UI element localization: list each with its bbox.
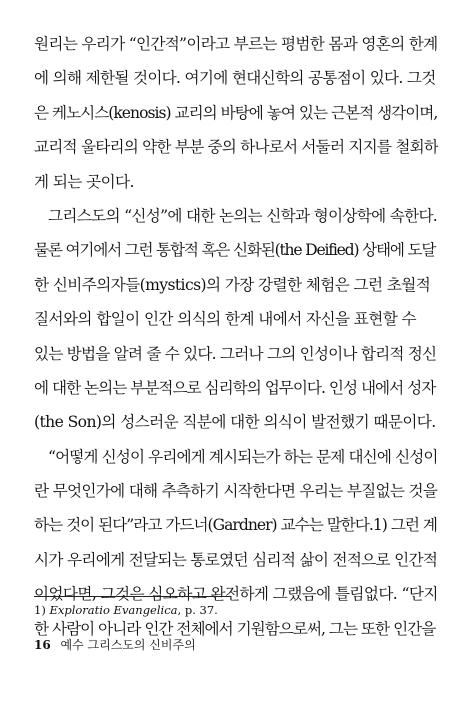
text-line: 원리는 우리가 “인간적”이라고 부르는 평범한 몸과 영혼의 한계	[34, 35, 438, 53]
footnote-marker: 1)	[34, 603, 46, 617]
text-line: 이었다면, 그것은 심오하고 완전하게 그랬음에 틀림없다. “단지	[34, 585, 438, 604]
text-line: 교리적 울타리의 약한 부분 중의 하나로서 서둘러 지지를 철회하	[34, 138, 438, 157]
text-line: “어떻게 신성이 우리에게 계시되는가 하는 문제 대신에 신성이	[48, 447, 438, 466]
running-footer	[34, 636, 438, 654]
footnote	[34, 602, 438, 618]
text-line: 에 의해 제한될 것이다. 여기에 현대신학의 공통점이 있다. 그것	[34, 69, 436, 88]
text-line: 물론 여기에서 그런 통합적 혹은 신화된(the Deified) 상태에 도달	[34, 241, 436, 260]
text-line: 한 신비주의자들(mystics)의 가장 강렬한 체험은 그런 초월적	[34, 275, 431, 294]
text-line: 은 케노시스(kenosis) 교리의 바탕에 놓여 있는 근본적 생각이며,	[34, 103, 438, 122]
text-line: 질서와의 합일이 인간 의식의 한계 내에서 자신을 표현할 수	[34, 310, 416, 329]
text-line: 한 사람이 아니라 인간 전체에서 기원함으로써, 그는 또한 인간을	[34, 619, 436, 638]
footnote-divider	[34, 596, 230, 597]
footnote-page-ref: , p. 37.	[177, 603, 218, 617]
text-line: 하는 것이 된다”라고 가드너(Gardner) 교수는 말한다.1) 그런 계	[34, 516, 437, 535]
text-line: (the Son)의 성스러운 직분에 대한 의식이 발전했기 때문이다.	[34, 413, 436, 432]
text-line: 란 무엇인가에 대해 추측하기 시작한다면 우리는 부질없는 것을	[34, 482, 438, 501]
text-line: 그리스도의 “신성”에 대한 논의는 신학과 형이상학에 속한다.	[48, 206, 438, 225]
text-line: 시가 우리에게 전달되는 통로였던 심리적 삶이 전적으로 인간적	[34, 550, 438, 569]
text-line: 게 되는 곳이다.	[34, 172, 134, 191]
body-text	[34, 27, 438, 646]
text-line: 있는 방법을 알려 줄 수 있다. 그러나 그의 인성이나 합리적 정신	[34, 344, 437, 363]
book-title: 예수 그리스도의 신비주의	[60, 638, 196, 652]
page-number: 16	[34, 638, 51, 652]
footnote-title: Exploratio Evangelica	[49, 603, 178, 617]
text-line: 에 대한 논의는 부분적으로 심리학의 업무이다. 인성 내에서 성자	[34, 378, 436, 397]
